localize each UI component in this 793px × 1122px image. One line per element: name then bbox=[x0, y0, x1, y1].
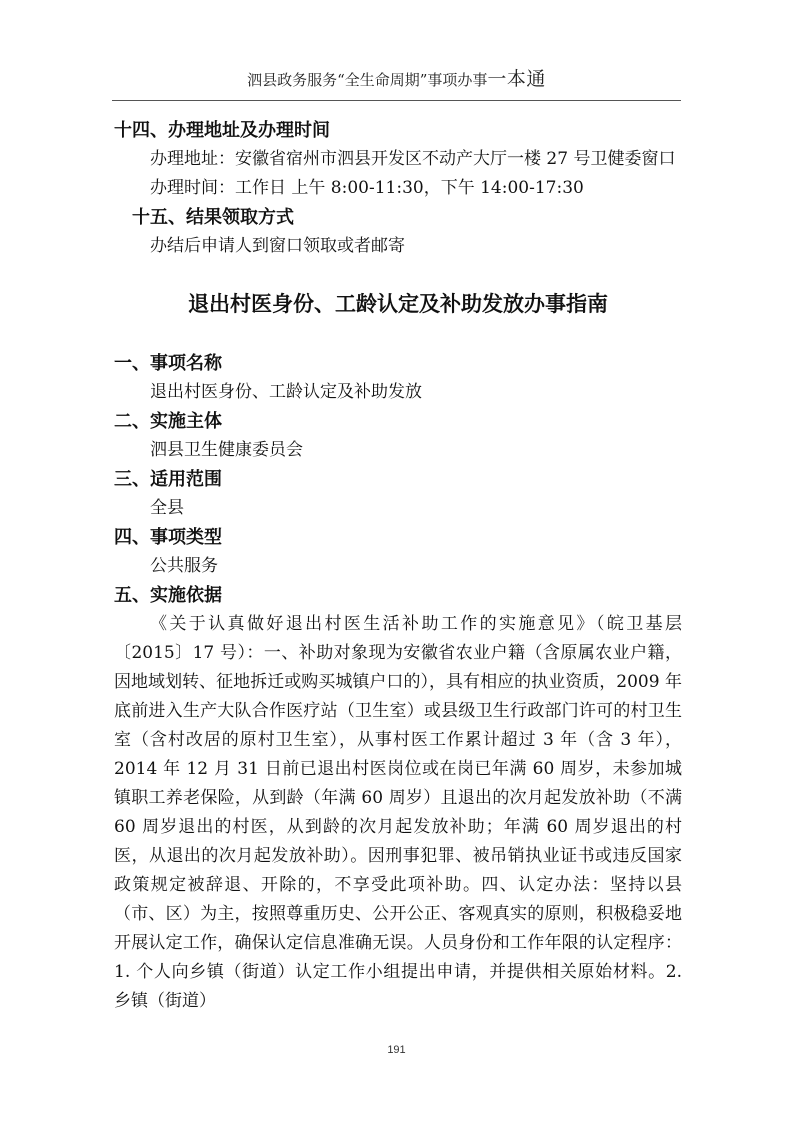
header-emphasis: 一本通 bbox=[487, 68, 546, 90]
section-14-heading: 十四、办理地址及办理时间 bbox=[114, 120, 330, 141]
section-1-heading: 一、事项名称 bbox=[114, 353, 222, 374]
page-body bbox=[114, 116, 682, 1016]
running-header bbox=[0, 64, 793, 91]
section-3-text: 全县 bbox=[150, 498, 184, 518]
section-5-heading: 五、实施依据 bbox=[114, 585, 222, 606]
section-14-address: 办理地址：安徽省宿州市泗县开发区不动产大厅一楼 27 号卫健委窗口 bbox=[150, 149, 676, 169]
section-4-heading: 四、事项类型 bbox=[114, 527, 222, 548]
section-15-text: 办结后申请人到窗口领取或者邮寄 bbox=[150, 236, 405, 256]
section-3-heading: 三、适用范围 bbox=[114, 469, 222, 490]
header-prefix: 泗县政务服务“全生命周期”事项办事 bbox=[247, 71, 488, 89]
section-4-text: 公共服务 bbox=[150, 556, 218, 576]
section-2-text: 泗县卫生健康委员会 bbox=[150, 440, 303, 460]
guide-title: 退出村医身份、工龄认定及补助发放办事指南 bbox=[188, 292, 608, 316]
section-14-hours: 办理时间：工作日 上午 8:00-11:30，下午 14:00-17:30 bbox=[150, 178, 584, 198]
header-divider bbox=[112, 100, 681, 101]
section-15-heading: 十五、结果领取方式 bbox=[132, 207, 294, 228]
page-number: 191 bbox=[387, 1044, 406, 1056]
section-2-heading: 二、实施主体 bbox=[114, 411, 222, 432]
section-5-text: 《关于认真做好退出村医生活补助工作的实施意见》（皖卫基层〔2015〕17 号）：一、补助对象现为安徽省农业户籍（含原属农业户籍，因地域划转、征地拆迁或购买城镇户口的），具有相应的执业资质，2009 年底前进入生产大队合作医疗站（卫生室）或县级卫生行政部门许可的村卫生室（含村改居的原村卫生室），从事村医工作累计超过 3 年（含 3 年），2014 年 12 月 31 日前已退出村医岗位或在岗已年满 60 周岁，未参加城镇职工养老保险，从到龄（年满 60 周岁）且退出的次月起发放补助（不满 60 周岁退出的村医，从到龄的次月起发放补助；年满 60 周岁退出的村医，从退出的次月起发放补助）。因刑事犯罪、被吊销执业证书或违反国家政策规定被辞退、开除的，不享受此项补助。四、认定办法：坚持以县（市、区）为主，按照尊重历史、公开公正、客观真实的原则，积极稳妥地开展认定工作，确保认定信息准确无误。人员身份和工作年限的认定程序：1. 个人向乡镇（街道）认定工作小组提出申请，并提供相关原始材料。2. 乡镇（街道） bbox=[114, 614, 682, 1011]
section-1-text: 退出村医身份、工龄认定及补助发放 bbox=[150, 382, 422, 402]
